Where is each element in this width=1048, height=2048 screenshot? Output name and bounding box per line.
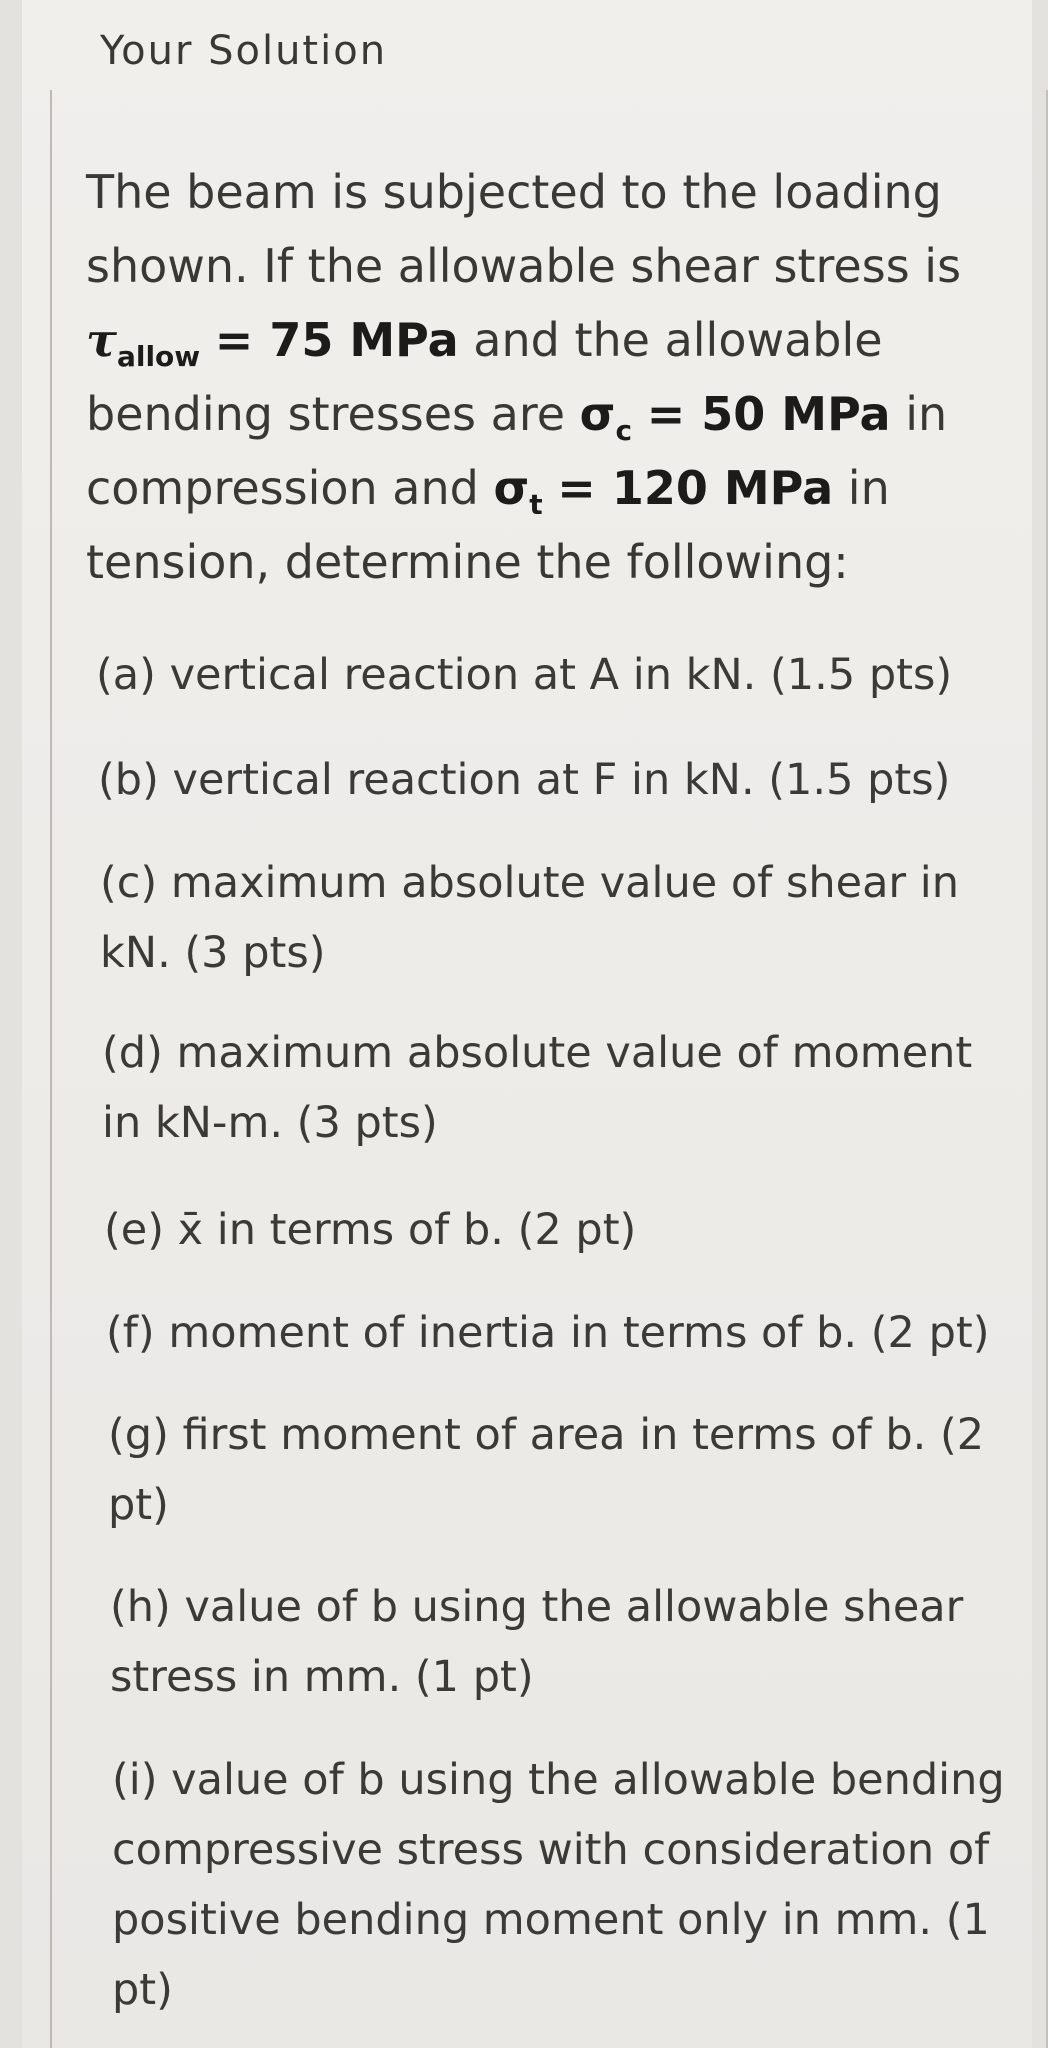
problem-intro (86, 155, 961, 599)
question-c: (c) maximum absolute value of shear in kN. (3 pts) (100, 858, 959, 978)
intro-line-4: bending stresses are $\sigma_c = 50$ MPa in (86, 387, 948, 447)
intro-line-1: The beam is subjected to the loading (86, 165, 942, 219)
tau-symbol: τ (86, 313, 117, 367)
sigma-t-symbol: σ (493, 461, 530, 515)
question-d: (d) maximum absolute value of moment in kN-m. (3 pts) (102, 1028, 973, 1148)
question-b: (b) vertical reaction at F in kN. (1.5 pts) (98, 755, 951, 805)
question-g: (g) first moment of area in terms of b. (2 pt) (108, 1410, 985, 1530)
sigma-c-value: = 50 MPa (646, 387, 891, 441)
intro-line-3: $\tau_{allow} = 75$ MPa and the allowable (86, 313, 883, 373)
question-a: (a) vertical reaction at A in kN. (1.5 pts) (96, 650, 953, 700)
tau-allow-value: = 75 MPa (214, 313, 459, 367)
intro-line-5: compression and $\sigma_t = 120$ MPa in (86, 461, 890, 521)
question-f: (f) moment of inertia in terms of b. (2 pt) (106, 1308, 990, 1358)
intro-line-2: shown. If the allowable shear stress is (86, 239, 962, 293)
sigma-c-subscript: c (615, 414, 633, 447)
intro-line-6: tension, determine the following: (86, 535, 849, 589)
sigma-t-subscript: t (529, 488, 543, 521)
frame-left-border (50, 90, 52, 2048)
sigma-t-value: = 120 MPa (557, 461, 834, 515)
sigma-c-symbol: σ (579, 387, 616, 441)
question-h: (h) value of b using the allowable shear stress in mm. (1 pt) (110, 1582, 964, 1702)
cut-off-heading: Your Solution (100, 28, 388, 74)
question-e: (e) x̄ in terms of b. (2 pt) (104, 1205, 637, 1255)
question-i: (i) value of b using the allowable bending compressive stress with consideration of positive bending moment only in mm. (1 pt) (112, 1755, 1005, 2015)
tau-subscript: allow (116, 340, 201, 373)
